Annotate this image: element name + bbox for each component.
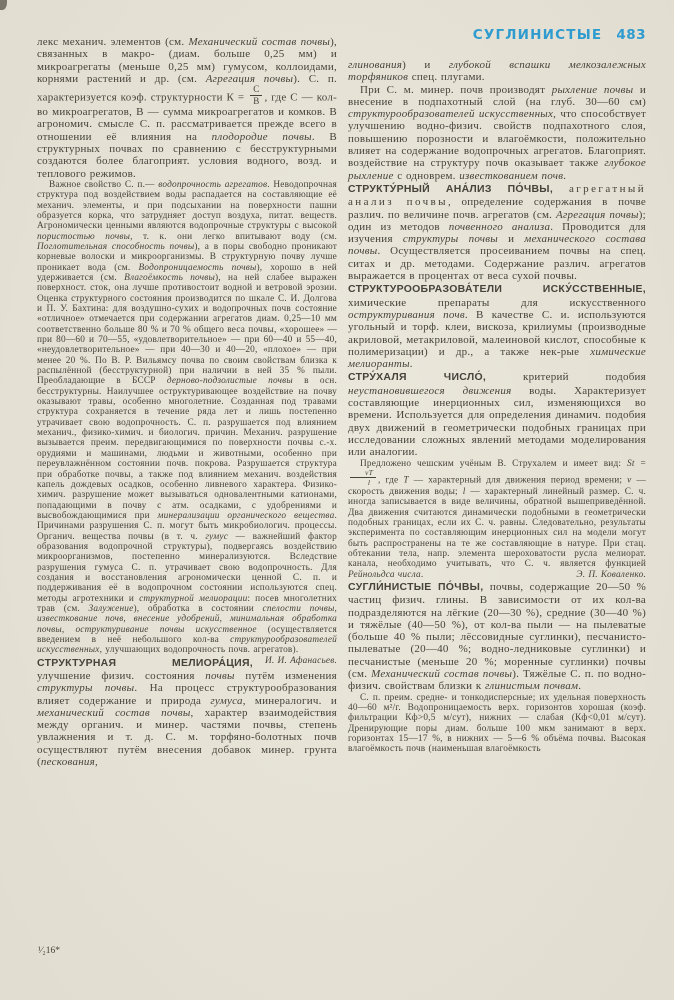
- inline-fraction: $\frac{vT}{l}$: [350, 469, 376, 487]
- body-paragraph: Важное свойство С. п.— водопрочность агрегатов. Неводопрочная структура под воздействием воды распадается на составляющие её механич. элементы, и при подсыхании на поверхности пашни образуется корка, что затрудняет доступ воздуха, питат. веществ. Агрономически ценными являются водопрочные структуры с высокой пористостью почвы, т. к. они легко впитывают воду (см. Поглотительная способность почвы), а в поры свободно проникают корневые волоски и микроорганизмы. В структурную почву лучше проникает вода (см. Водопроницаемость почвы), хорошо в ней удерживается (см. Влагоёмкость почвы), на ней слабее выражен поверхност. сток, она лучше противостоит водной и ветровой эрозии. Оценка структурного состояния производится по шкале С. И. Долгова и П. У. Бахтина: для воздушно-сухих и водопрочных почв состояние «отличное» отмечается при содержании агрегатов диам. 0,25—10 мм соответственно больше 80 % и 70 % общего веса почвы, «хорошее» — при 80—60 и 70—55, «удовлетворительное» — при 60—40 и 55—40, «неудовлетворительное» — при 40—30 и 40—20, «плохое» — при менее 20 %. По В. Р. Вильямсу почва по своим свойствам близка к распылённой (бесструктурной) при наличии в ней 35 % пыли. Преобладающие в БССР дерново-подзолистые почвы в осн. бесструктурны. Наилучшее оструктуривающее воздействие на почву оказывают травы, особенно многолетние. Созданная под травами структура сохраняется в течение ряда лет и лишь постепенно утрачивает свою водопрочность. С. п. разрушается под влиянием механич., физико-химич. и биологич. причин. Механич. разрушение вызывается преим. передвигающимися по поверхности почвы с.-х. орудиями и машинами, людьми и животными, особенно при переувлажнённом состоянии почв. покрова. Разрушается структура при обработке почвы, а также под влиянием механич. воздействия капель дождевых осадков, особенно ливневого характера. Физико-химич. разрушение может вызываться одновалентными катионами, попадающими в почву с атм. осадками, с удобрениями и высвобождающимися при минерализации органического вещества. Причинами разрушения С. п. могут быть микробиологич. процессы. Органич. вещества почвы (в т. ч. гумус — важнейший фактор образования водопрочной структуры), подвергаясь воздействию микроорганизмов, постепенно минерализуются. Вследствие разрушения гумуса С. п. утрачивает свою водопрочность. Для создания и восстановления агрономически ценной С. п. и поддерживания её в водопрочном состоянии используются спец. методы агротехники и структурной мелиорации: посев многолетних трав (см. Залужение), обработка в состоянии спелости почвы, известкование почв, внесение удобрений, минимальная обработка почвы, оструктуривание почвы искусственное (осуществляется введением в неё небольшого кол-ва структурообразователей искусственных, улучшающих водопрочность почв. агрегатов). И. И. Афанасьев.: [37, 179, 337, 666]
- entry-headword: СТРУ́ХАЛЯ ЧИСЛО́,: [348, 372, 524, 384]
- entry-headword: СУГЛИ́НИСТЫЕ ПО́ЧВЫ,: [348, 581, 490, 593]
- right-column: [348, 59, 646, 755]
- scan-artifact: [0, 0, 7, 10]
- entry-paragraph: СТРУКТУРНАЯ МЕЛИОРА́ЦИЯ, улучшение физич. состояния почвы путём изменения структуры почвы. На процесс структурообразования влияет содержание и природа гумуса, минералогич. и механический состав почвы, характер взаимодействия между органич. и минер. частями почвы, степень увлажнения и т. д. С. м. торфяно-болотных почв осуществляют путём внесения добавок минер. грунта (пескования,: [37, 657, 337, 769]
- entry-paragraph: СУГЛИ́НИСТЫЕ ПО́ЧВЫ, почвы, содержащие 20—50 % частиц физич. глины. В зависимости от их кол-ва подразделяются на лёгкие (20—30 %), средние (30—40 %) и тяжёлые (40—50 %), от кол-ва пыли — на пылеватые (больше 40 % пыли; лёссовидные суглинки), песчанисто-пылеватые (20—40 %; водно-ледниковые суглинки) и песчанистые (меньше 20 %; моренные суглинки) почвы (см. Механический состав почвы). Тяжёлые С. п. по водно-физич. свойствам близки к глинистым почвам.: [348, 580, 646, 693]
- entry-headword: СТРУКТУ́РНЫЙ АНА́ЛИЗ ПО́ЧВЫ,: [348, 183, 569, 195]
- body-paragraph: При С. м. минер. почв производят рыхление почвы и внесение в подпахотный слой (на глуб. 30—60 см) структурообразователей искусственных, что способствует улучшению водно-физич. свойств подпахотного слоя, повышению порозности и влагоёмкости, положительно влияет на содержание водопрочных агрегатов. Благоприят. воздействие на структуру почв оказывает также глубокое рыхление с одноврем. известкованием почв.: [348, 83, 646, 182]
- signature-mark: ¹⁄₂16*: [38, 946, 60, 956]
- entry-paragraph: СТРУКТУРООБРАЗОВА́ТЕЛИ ИСКУ́ССТВЕННЫЕ, химические препараты для искусственного оструктуривания почв. В качестве С. и. используются угольный и торф. клеи, вискоза, крилиумы (производные акриловой, метакриловой, малеиновой кислот, способные к полимеризации) и др., а также нек-рые химические мелиоранты.: [348, 284, 646, 371]
- entry-paragraph: СТРУКТУ́РНЫЙ АНА́ЛИЗ ПО́ЧВЫ, агрегатный анализ почвы, определение содержания в почве различ. по величине почв. агрегатов (см. Агрегация почвы); один из методов почвенного анализа. Проводится для изучения структуры почвы и механического состава почвы. Осуществляется просеиванием почвы на спец. ситах и др. методами. Содержание различ. агрегатов выражается в процентах от веса сухой почвы.: [348, 182, 646, 283]
- entry-headword: СТРУКТУРООБРАЗОВА́ТЕЛИ ИСКУ́ССТВЕННЫЕ,: [348, 284, 646, 296]
- author-signature: Э. П. Коваленко.: [576, 569, 646, 580]
- running-head-title: СУГЛИНИСТЫЕ: [472, 27, 603, 43]
- left-column: [37, 36, 337, 768]
- body-paragraph: глинования) и глубокой вспашки мелкозалежных торфяников спец. плугами.: [348, 59, 646, 84]
- body-paragraph: С. п. преим. средне- и тонкодисперсные; их удельная поверхность 40—60 м²/г. Водопроницаемость верх. горизонтов хорошая (коэф. фильтрации Кф>0,5 м/сут), нижних — слабая (Кф<0,01 м/сут). Дренирующие поры диам. больше 100 мкм занимают в верх. горизонтах 15—17 %, в нижних — 5—6 % объёма почвы. Высокая влагоёмкость почв (наименьшая влагоёмкость: [348, 692, 646, 755]
- author-signature: И. И. Афанасьев.: [264, 655, 337, 666]
- inline-fraction: $\frac{С}{В}$: [250, 85, 262, 106]
- running-head: [348, 27, 646, 43]
- page-number: 483: [616, 27, 646, 43]
- body-paragraph: лекс механич. элементов (см. Механический состав почвы), связанных в макро- (диам. больше 0,25 мм) и микроагрегаты (меньше 0,25 мм) гумусом, коллоидами, корнями растений и др. (см. Агрегация почвы). С. п. характеризуется коэф. структурности К = $\frac{С}{В}$ , где С — кол-во микроагрегатов, В — сумма микроагрегатов и комков. В агрономич. смысле С. п. рассматривается прежде всего в отношении её влияния на плодородие почвы. В структурных почвах по сравнению с бесструктурными создаются более благоприят. условия водного, возд. и теплового режимов.: [37, 36, 338, 180]
- entry-headword: СТРУКТУРНАЯ МЕЛИОРА́ЦИЯ,: [37, 657, 253, 669]
- body-paragraph: Предложено чешским учёным В. Струхалем и имеет вид: St = $\frac{vT}{l}$ , где T — характерный для движения период времени; v — скорость движения воды; l — характерный линейный размер. С. ч. иногда записывается в виде величины, обратной вышеприведённой. Два движения считаются динамически подобными в геометрически подобных границах, если их С. ч. равны. Следовательно, результаты эксперимента по составляющим инерционных сил на модели могут быть распространены на те же составляющие в натуре. При стац. обтекании тела, напр. элемента шероховатости русла мелиорат. канала, необходимо учитывать, что С. ч. является функцией Рейнольдса числа. Э. П. Коваленко.: [348, 458, 647, 580]
- entry-paragraph: СТРУ́ХАЛЯ ЧИСЛО́, критерий подобия неустановившегося движения воды. Характеризует составляющие инерционных сил, изменяющихся во времени. Используется для определения динамич. подобия двух движений в геометрически подобных границах при исследовании сложных явлений методами моделирования или аналогии.: [348, 371, 646, 459]
